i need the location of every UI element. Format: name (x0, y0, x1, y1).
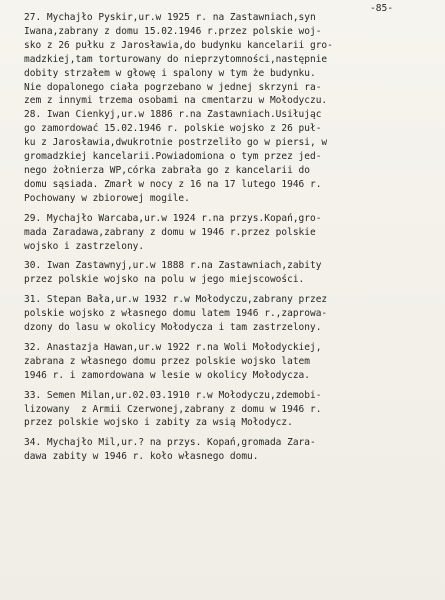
entry-line: 29. Mychajło Warcaba,ur.w 1924 r.na przys.Kopań,gro- (24, 212, 322, 224)
entry-line: sko z 26 pułku z Jarosławia,do budynku kancelarii gro- (24, 39, 333, 51)
entry-line: lizowany z Armii Czerwonej,zabrany z domu w 1946 r. (24, 403, 322, 415)
entry-line: Nie dopalonego ciała pogrzebano w jednej skrzyni ra- (24, 81, 322, 93)
entry-line: 30. Iwan Zastawnyj,ur.w 1888 r.na Zastawniach,zabity (24, 260, 322, 272)
entry-line: Iwana,zabrany z domu 15.02.1946 r.przez polskie woj- (24, 25, 322, 37)
entry-line: madzkiej,tam torturowany do nieprzytomności,następnie (24, 53, 328, 65)
entry-line: dzony do lasu w okolicy Mołodycza i tam zastrzelony. (24, 322, 322, 334)
entry-line: ku z Jarosławia,dwukrotnie postrzeliło go w piersi, w (24, 137, 328, 149)
entry-line: wojsko i zastrzelony. (24, 240, 145, 252)
entry-line: 32. Anastazja Hawan,ur.w 1922 r.na Woli Mołodyckiej, (24, 341, 322, 353)
entry-line: Pochowany w zbiorowej mogile. (24, 192, 190, 204)
entry-line: 34. Mychajło Mil,ur.? na przys. Kopań,gromada Zara- (24, 437, 316, 449)
entry-line: zabrana z własnego domu przez polskie wojsko latem (24, 355, 310, 367)
entry-28 (24, 108, 436, 205)
entry-line: dawa zabity w 1946 r. koło własnego domu. (24, 451, 259, 463)
entry-line: przez polskie wojsko i zabity za wsią Mołodycz. (24, 417, 293, 429)
entry-line: 1946 r. i zamordowana w lesie w okolicy Mołodycza. (24, 369, 310, 381)
entry-line: go zamordować 15.02.1946 r. polskie wojsko z 26 puł- (24, 123, 322, 135)
entry-line: polskie wojsko z własnego domu latem 1946 r.,zaprowa- (24, 308, 328, 320)
entry-line: 31. Stepan Bała,ur.w 1932 r.w Mołodyczu,zabrany przez (24, 294, 328, 306)
entry-line: nego żołnierza WP,córka zabrała go z kancelarii do (24, 164, 310, 176)
entry-29 (24, 212, 436, 254)
entry-line: dobity strzałem w głowę i spalony w tym że budynku. (24, 67, 316, 79)
page-number: -85- (370, 3, 394, 14)
entry-33 (24, 389, 436, 431)
entry-32 (24, 341, 436, 383)
entry-30 (24, 259, 436, 287)
entry-line: zem z innymi trzema osobami na cmentarzu w Mołodyczu. (24, 95, 328, 107)
entry-line: domu sąsiada. Zmarł w nocy z 16 na 17 lutego 1946 r. (24, 178, 322, 190)
document-body (24, 11, 436, 464)
entry-34 (24, 436, 436, 464)
entry-line: gromadzkiej kancelarii.Powiadomiona o tym przez jed- (24, 151, 322, 163)
entry-27 (24, 11, 436, 108)
entry-line: przez polskie wojsko na polu w jego miejscowości. (24, 274, 305, 286)
entry-line: mada Zaradawa,zabrany z domu w 1946 r.przez polskie (24, 226, 316, 238)
entry-line: 28. Iwan Cienkyj,ur.w 1886 r.na Zastawniach.Usiłując (24, 109, 322, 121)
entry-31 (24, 293, 436, 335)
entry-line: 27. Mychajło Pyskir,ur.w 1925 r. na Zastawniach,syn (24, 12, 316, 23)
entry-line: 33. Semen Milan,ur.02.03.1910 r.w Mołodyczu,zdemobi- (24, 389, 322, 401)
